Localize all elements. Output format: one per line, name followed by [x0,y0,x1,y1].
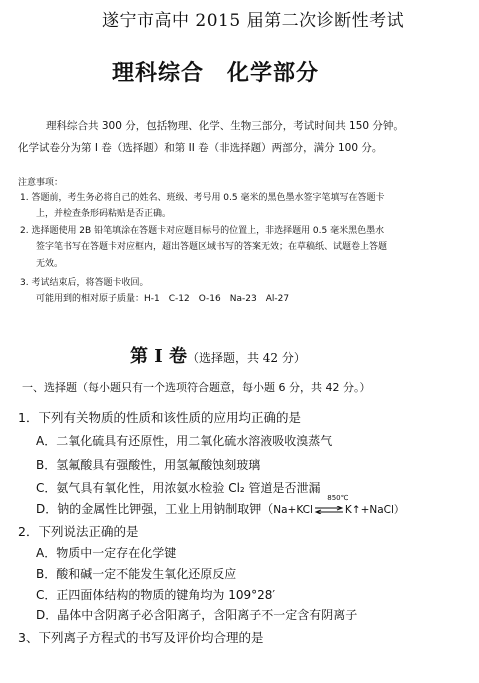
question-1-option-d-text: D．钠的金属性比钾强，工业上用钠制取钾（ [36,502,274,516]
section-heading: 一、选择题（每小题只有一个选项符合题意，每小题 6 分，共 42 分。） [22,381,371,394]
equation-condition: 850℃ [327,494,349,502]
part-title [130,342,306,368]
notice-line: 2. 选择题使用 2B 铅笔填涂在答题卡对应题目标号的位置上，非选择题用 0.5 毫米黑色墨水 [20,226,385,236]
question-1-stem: 1．下列有关物质的性质和该性质的应用均正确的是 [18,410,301,425]
notice-line: 3. 考试结束后，将答题卡收回。 [20,278,149,288]
question-1-option-c: C．氨气具有氧化性，用浓氨水检验 Cl₂ 管道是否泄漏 [36,481,321,495]
equation-left: Na+KCl [273,504,313,516]
question-3-stem: 3、下列离子方程式的书写及评价均合理的是 [18,630,264,645]
intro-line-2: 化学试卷分为第 I 卷（选择题）和第 II 卷（非选择题）两部分，满分 100 分。 [18,142,383,154]
notice-line: 无效。 [36,259,64,269]
intro-line-1: 理科综合共 300 分，包括物理、化学、生物三部分，考试时间共 150 分钟。 [46,120,404,132]
exam-subtitle: 理科综合 化学部分 [112,61,320,86]
atomic-mass-line: 可能用到的相对原子质量：H-1 C-12 O-16 Na-23 Al-27 [36,294,290,304]
question-2-option-b: B．酸和碱一定不能发生氧化还原反应 [36,567,237,581]
question-2-stem: 2．下列说法正确的是 [18,524,139,539]
notice-heading: 注意事项： [18,178,64,188]
part-title-main: 第 I 卷 [130,346,187,367]
notice-line: 1. 答题前，考生务必将自己的姓名、班级、考号用 0.5 毫米的黑色墨水签字笔填写在答题卡 [20,193,385,203]
notice-line: 签字笔书写在答题卡对应框内，超出答题区域书写的答案无效；在草稿纸、试题卷上答题 [36,242,388,252]
question-1-option-b: B．氢氟酸具有强酸性，用氢氟酸蚀刻玻璃 [36,458,261,472]
question-2-option-c: C．正四面体结构的物质的键角均为 109°28′ [36,588,276,602]
exam-title: 遂宁市高中 2015 届第二次诊断性考试 [102,11,405,31]
reaction-equation [273,494,405,517]
question-1-option-a: A．二氧化硫具有还原性，用二氧化硫水溶液吸收溴蒸气 [36,434,333,448]
question-1-option-d [36,494,405,517]
equation-right: K↑+NaCl） [344,504,405,516]
notice-line: 上，并检查条形码粘贴是否正确。 [36,209,172,219]
question-2-option-d: D．晶体中含阴离子必含阳离子，含阳离子不一定含有阴离子 [36,608,358,622]
reversible-arrow-icon [314,506,344,514]
part-title-sub: （选择题，共 42 分） [186,351,306,365]
question-2-option-a: A．物质中一定存在化学键 [36,546,177,560]
